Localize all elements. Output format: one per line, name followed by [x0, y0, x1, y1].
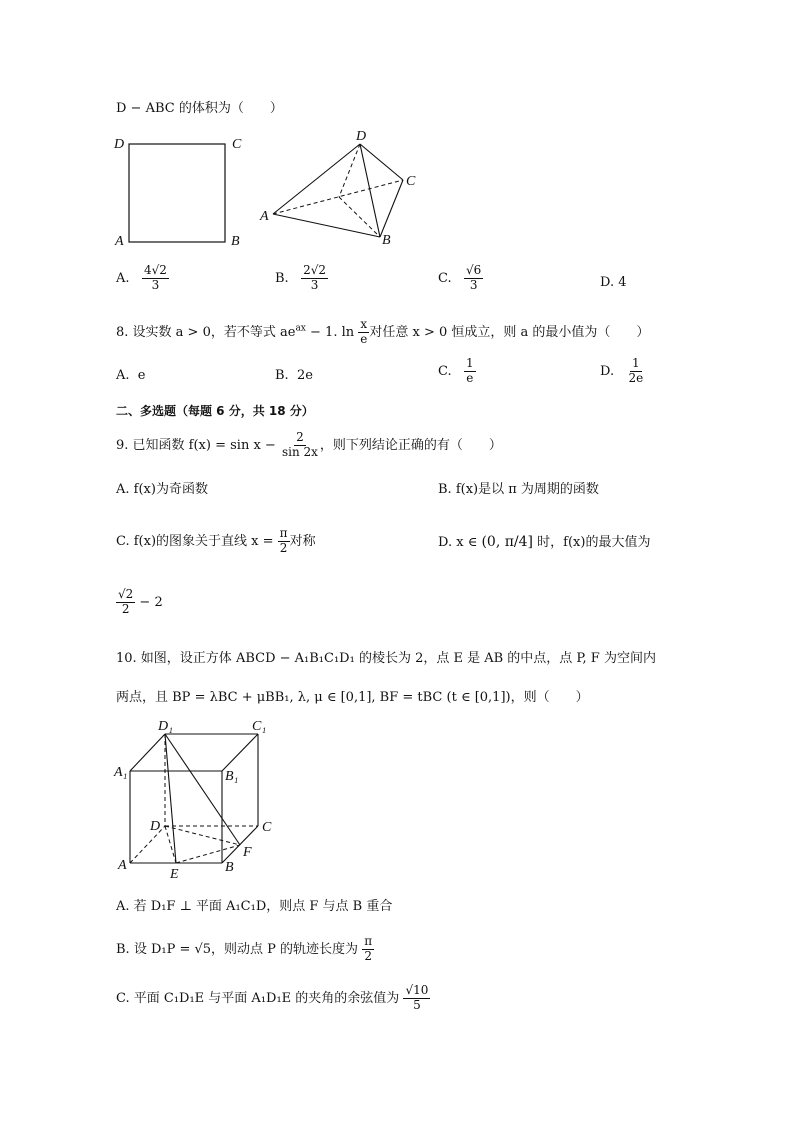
square-label-d: D: [114, 137, 125, 152]
q7-option-d[interactable]: D. 4: [600, 275, 627, 290]
q9-option-a[interactable]: A. f(x)为奇函数: [116, 482, 208, 497]
tetra-label-b: B: [382, 233, 391, 248]
cube-label-c: C: [262, 820, 272, 835]
q9-stem: 9. 已知函数 f(x) = sin x − $\frac{2}{\sin 2x}$ ，则下列结论正确的有（ ）: [116, 430, 502, 459]
q10-option-b[interactable]: B. 设 D₁P = √5，则动点 P 的轨迹长度为 $\frac{\pi}{2}$: [116, 934, 373, 963]
q7-option-b-fraction: $\frac{2√2}{3}$: [303, 263, 327, 292]
q7-square-figure: [110, 130, 260, 255]
cube-label-f: F: [243, 845, 252, 860]
square-label-a: A: [115, 234, 124, 249]
q10-option-a[interactable]: A. 若 D₁F ⊥ 平面 A₁C₁D，则点 F 与点 B 重合: [116, 899, 393, 914]
q8-fraction: $\frac{x}{e}$: [360, 317, 368, 346]
cube-label-a: A: [118, 858, 127, 873]
q8-stem: 8. 设实数 a > 0，若不等式 $ae^{ax} - 1$. ln $\frac{x}{e}$ 对任意 x > 0 恒成立，则 a 的最小值为（ ）: [116, 317, 650, 346]
cube-label-b1: B₁: [225, 769, 239, 784]
q10-stem-line1: 10. 如图，设正方体 ABCD − A₁B₁C₁D₁ 的棱长为 2，点 E 是 AB 的中点，点 P, F 为空间内: [116, 651, 656, 666]
cube-label-c1: C₁: [252, 719, 267, 734]
q9-fraction: $\frac{2}{\sin 2x}$: [281, 430, 318, 459]
q10-stem-line2: 两点，且 BP = λBC + μBB₁, λ, μ ∈ [0,1], BF = tBC (t ∈ [0,1])，则（ ）: [116, 690, 589, 705]
cube-label-e: E: [170, 867, 179, 882]
q7-tetrahedron-figure: [255, 122, 430, 252]
section-heading-multiple-choice: 二、多选题（每题 6 分，共 18 分）: [116, 404, 314, 418]
square-label-b: B: [231, 234, 240, 249]
tetra-label-d: D: [356, 129, 367, 144]
q10-option-c[interactable]: C. 平面 C₁D₁E 与平面 A₁D₁E 的夹角的余弦值为 $\frac{√10}{5}$: [116, 983, 429, 1012]
q7-option-b[interactable]: B. $\frac{2√2}{3}$: [275, 263, 327, 292]
q8-option-b[interactable]: B. 2e: [275, 368, 313, 383]
cube-label-b: B: [225, 860, 234, 875]
q7-option-a-fraction: $\frac{4√2}{3}$: [143, 263, 167, 292]
q7-option-a[interactable]: A. $\frac{4√2}{3}$: [116, 263, 167, 292]
q9-option-d[interactable]: D. x ∈ (0, π/4] 时，f(x)的最大值为: [438, 534, 651, 550]
q7-stem: D − ABC 的体积为（ ）: [116, 101, 283, 116]
cube-label-a1: A₁: [114, 765, 128, 780]
q8-option-a[interactable]: A. e: [116, 368, 146, 383]
q7-option-c[interactable]: C. $\frac{√6}{3}$: [438, 263, 482, 292]
q10-cube-figure: [110, 718, 285, 883]
q7-option-c-fraction: $\frac{√6}{3}$: [466, 263, 482, 292]
q9-option-b[interactable]: B. f(x)是以 π 为周期的函数: [438, 482, 599, 497]
cube-label-d1: D₁: [158, 719, 173, 734]
square-outline: [129, 144, 225, 242]
q8-option-c[interactable]: C. $\frac{1}{e}$: [438, 356, 474, 385]
cube-label-d: D: [150, 819, 161, 834]
q9-option-d-continuation: $\frac{√2}{2}$ − 2: [118, 587, 163, 616]
tetra-label-a: A: [260, 209, 269, 224]
square-label-c: C: [232, 137, 242, 152]
q8-option-d[interactable]: D. $\frac{1}{2e}$: [600, 356, 644, 385]
tetra-label-c: C: [406, 174, 416, 189]
q9-option-c[interactable]: C. f(x)的图象关于直线 x = $\frac{\pi}{2}$ 对称: [116, 526, 316, 555]
